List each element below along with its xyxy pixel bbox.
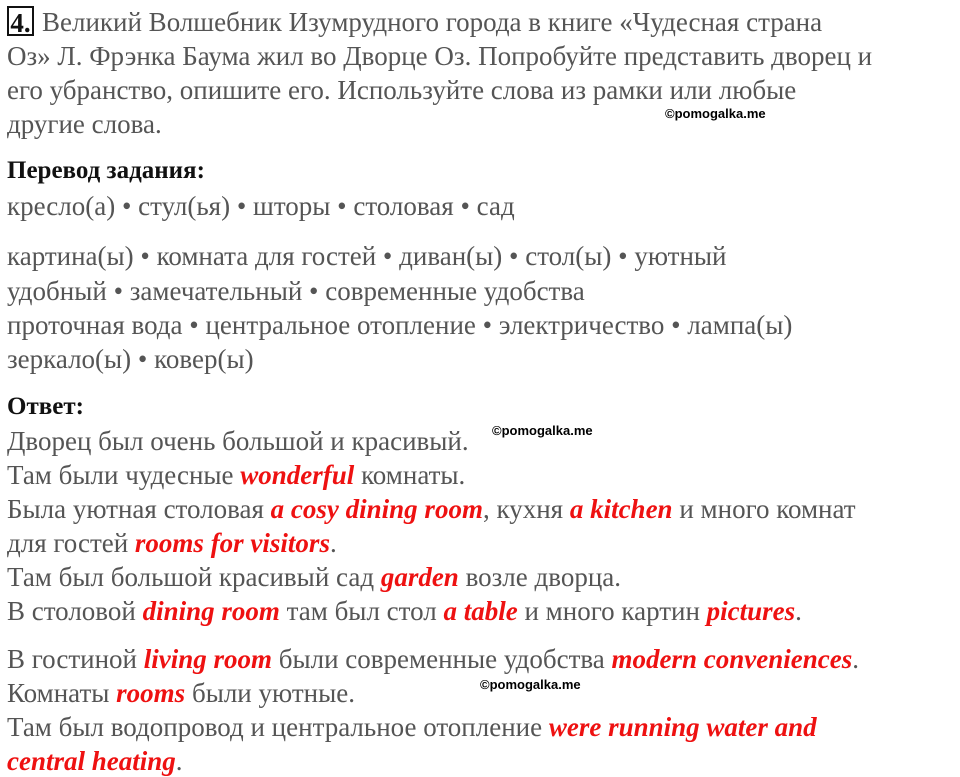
translation-word: a cosy dining room [270,494,483,524]
translation-word: a kitchen [569,494,673,524]
watermark: ©pomogalka.me [480,677,581,692]
translation-word: rooms for visitors [134,528,330,558]
translation-word: central heating [7,746,176,776]
answer-heading: Ответ: [7,393,84,420]
answer-line-9: Там был водопровод и центральное отопление were running water and [7,712,817,742]
answer-line-3: Была уютная столовая a cosy dining room, кухня a kitchen и много комнат [7,494,856,524]
task-line-4: другие слова. [7,109,162,139]
word-list-line-2: картина(ы) • комната для гостей • диван(ы) • стол(ы) • уютный [7,241,727,271]
translation-word: dining room [142,596,280,626]
word-list-line-1: кресло(а) • стул(ья) • шторы • столовая • сад [7,191,515,221]
task-text: Великий Волшебник Изумрудного города в книге «Чудесная страна [42,7,823,37]
task-line-3: его убранство, опишите его. Используйте слова из рамки или любые [7,75,797,105]
answer-line-6: В столовой dining room там был стол a table и много картин pictures. [7,596,802,626]
answer-line-2: Там были чудесные wonderful комнаты. [7,460,466,490]
answer-line-1: Дворец был очень большой и красивый. [7,426,469,456]
translation-word: garden [380,562,459,592]
answer-line-8: Комнаты rooms были уютные. [7,678,355,708]
answer-line-5: Там был большой красивый сад garden возле дворца. [7,562,621,592]
task-line-2: Оз» Л. Фрэнка Баума жил во Дворце Оз. Попробуйте представить дворец и [7,41,873,71]
task-number: 4. [7,6,34,36]
task-line-1 [7,6,822,38]
word-list-line-5: зеркало(ы) • ковер(ы) [7,344,254,374]
translation-word: wonderful [240,460,355,490]
word-list-line-3: удобный • замечательный • современные удобства [7,276,585,306]
translation-word: living room [143,644,272,674]
translation-heading: Перевод задания: [7,157,205,184]
translation-word: rooms [116,678,186,708]
answer-line-10: central heating. [7,746,183,776]
translation-word: were running water and [548,712,817,742]
translation-word: modern conveniences [611,644,853,674]
watermark: ©pomogalka.me [492,423,593,438]
translation-word: a table [443,596,518,626]
translation-word: pictures [706,596,796,626]
answer-line-7: В гостиной living room были современные удобства modern conveniences. [7,644,860,674]
watermark: ©pomogalka.me [665,106,766,121]
word-list-line-4: проточная вода • центральное отопление • электричество • лампа(ы) [7,310,793,340]
answer-line-4: для гостей rooms for visitors. [7,528,337,558]
